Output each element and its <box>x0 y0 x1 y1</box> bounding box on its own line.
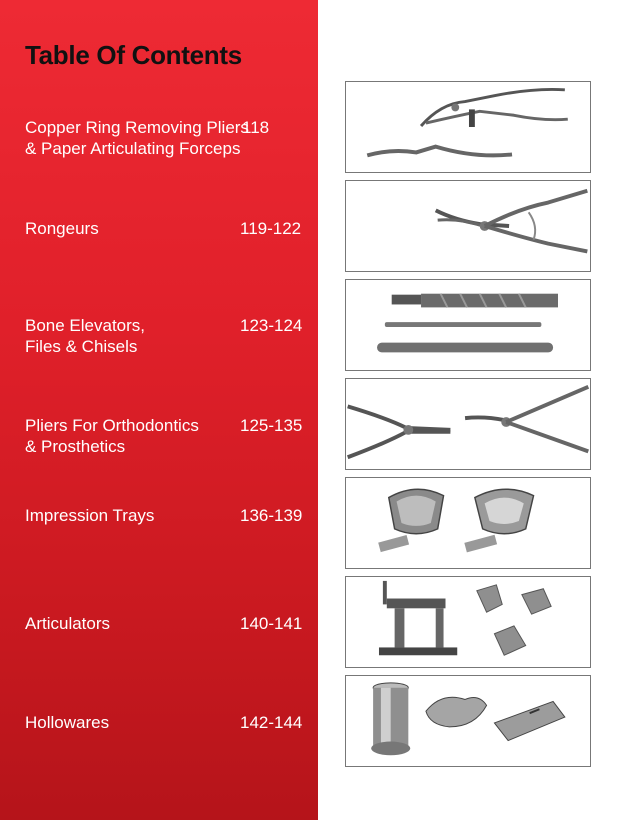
toc-entry-name-4: Pliers For Orthodontics & Prosthetics <box>25 416 199 456</box>
pliers-and-forceps-image <box>345 81 591 173</box>
toc-entry-name-7: Hollowares <box>25 713 110 732</box>
page-title: Table Of Contents <box>25 40 242 70</box>
toc-entry-pages-7: 142-144 <box>240 713 303 732</box>
impression-trays-image <box>345 477 591 569</box>
toc-entry-pages-6: 140-141 <box>240 614 303 633</box>
toc-entry-name-3: Bone Elevators, Files & Chisels <box>25 316 146 356</box>
rongeur-image <box>345 180 591 272</box>
toc-entry-pages-4: 125-135 <box>240 416 303 435</box>
toc-entry-name-2: Rongeurs <box>25 219 99 238</box>
toc-entry-pages-2: 119-122 <box>240 219 302 238</box>
articulator-image <box>345 576 591 668</box>
toc-entry-pages-5: 136-139 <box>240 506 303 525</box>
orthodontic-pliers-image <box>345 378 591 470</box>
hollowares-image <box>345 675 591 767</box>
elevators-files-chisels-image <box>345 279 591 371</box>
toc-entry-name-6: Articulators <box>25 614 111 633</box>
toc-entry-pages-1: 118 <box>242 118 270 137</box>
toc-entry-pages-3: 123-124 <box>240 316 303 335</box>
toc-entry-name-5: Impression Trays <box>25 506 155 525</box>
toc-entry-name-1: Copper Ring Removing Pliers & Paper Articulating Forceps <box>25 118 249 158</box>
